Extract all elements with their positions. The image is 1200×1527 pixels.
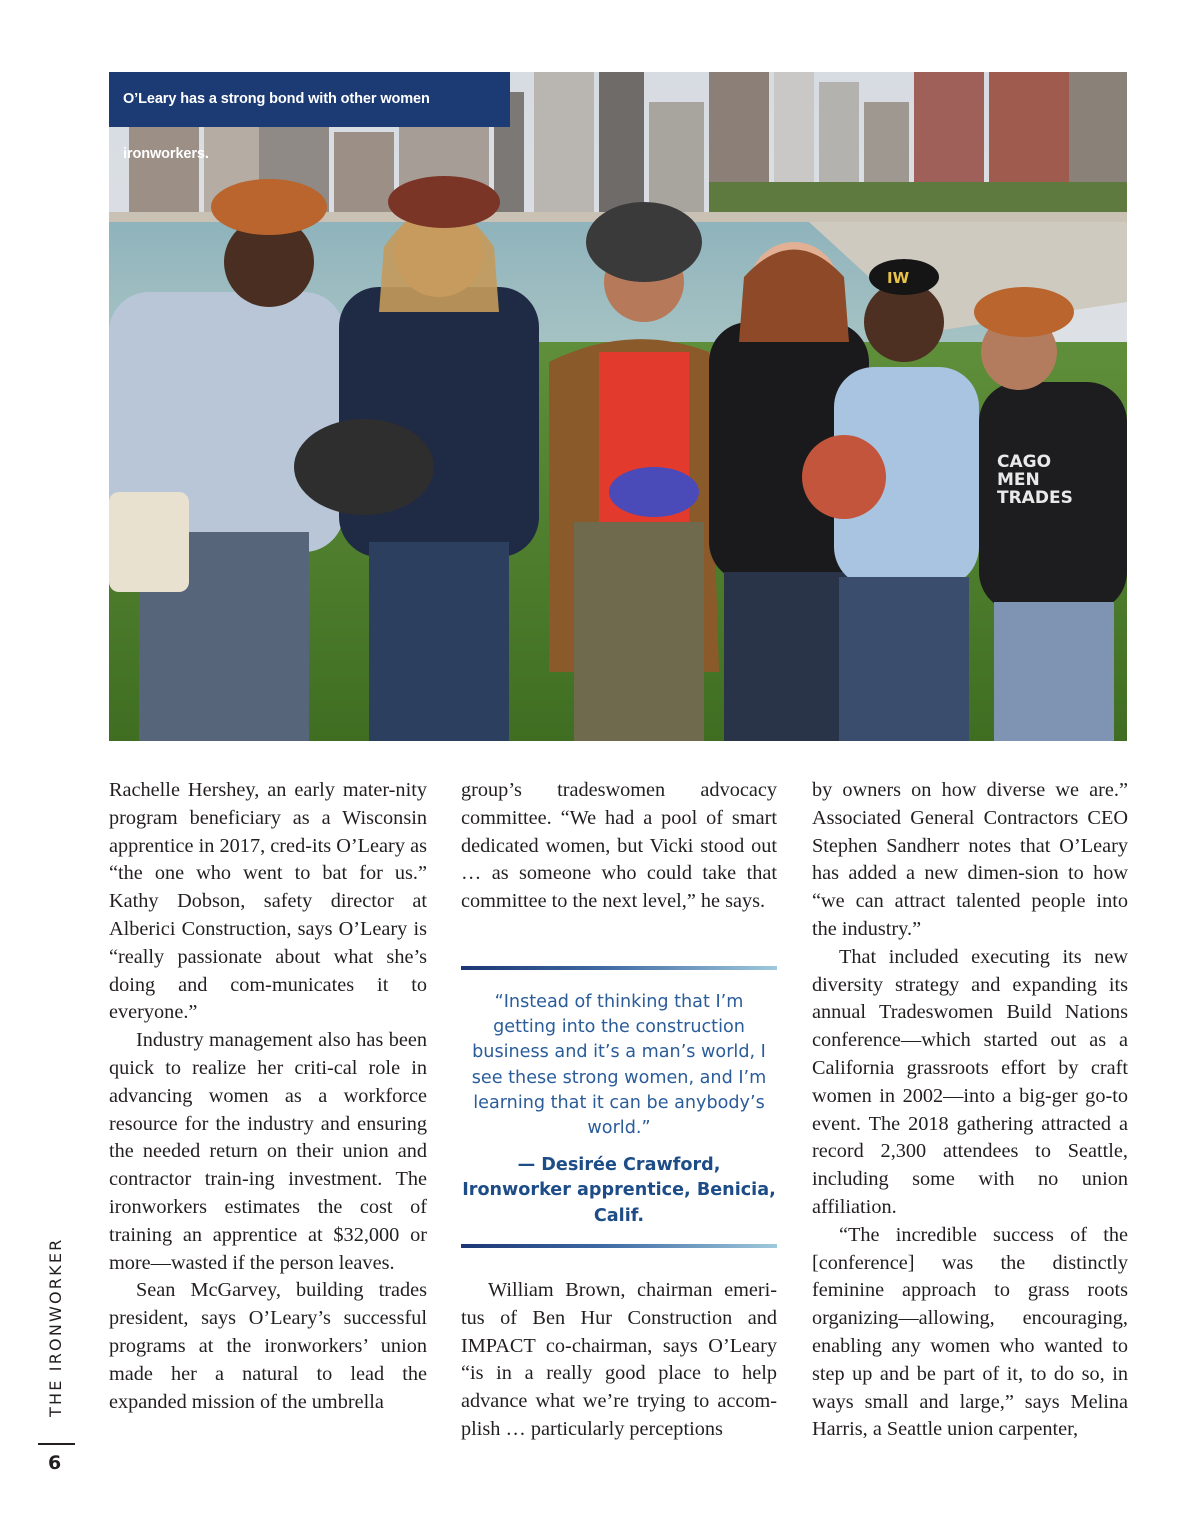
paragraph: Industry management also has been quick to realize her criti-cal role in advancing women as a workforce resource for the industry and ensuring the needed return on their union and contractor train-ing investment. The ironworkers estimates the cost of training an apprentice at $32,000 or more—wasted if the person leaves.	[109, 1029, 427, 1274]
pull-quote-text: “Instead of thinking that I’m getting into the construction business and it’s a man’s world, I see these strong women, and I’m learning that it can be anybody’s world.”	[471, 992, 767, 1139]
shirt-text-line2: MEN	[997, 470, 1040, 490]
cap-logo-text: IW	[887, 269, 910, 287]
paragraph: Sean McGarvey, building trades president, says O’Leary’s successful programs at the ironworkers’ union made her a natural to lead the expanded mission of the umbrella	[109, 1279, 427, 1413]
pull-quote-bottom-rule	[461, 1244, 777, 1248]
page-number: 6	[48, 1452, 62, 1474]
body-column-2	[461, 777, 777, 916]
shirt-text-line3: TRADES	[997, 488, 1073, 508]
paragraph: group’s tradeswomen advocacy committee. “We had a pool of smart dedicated women, but Vicki stood out … as someone who could take that committee to the next level,” he says.	[461, 779, 777, 913]
photo-caption: O’Leary has a strong bond with other women ironworkers.	[109, 72, 510, 127]
body-column-3	[812, 777, 1128, 1444]
pull-quote	[461, 966, 777, 1229]
paragraph: That included executing its new diversity strategy and expanding its annual Tradeswomen Build Nations conference—which started out as a California grassroots effort by craft women in 2002—into a big-ger go-to event. The 2018 gathering attracted a record 2,300 attendees to Seattle, including some with no union affiliation.	[812, 945, 1128, 1218]
pull-quote-top-rule	[461, 966, 777, 970]
paragraph: by owners on how diverse we are.” Associated General Contractors CEO Stephen Sandherr notes that O’Leary has added a new dimen-sion to how “we can attract talented people into the industry.”	[812, 779, 1128, 940]
publication-name: THE IRONWORKER	[46, 1237, 65, 1417]
body-column-1	[109, 777, 427, 1416]
shirt-text-line1: CAGO	[997, 452, 1052, 472]
paragraph: “The incredible success of the [conference] was the distinctly feminine approach to grass roots organizing—allowing, encouraging, enabling any women who wanted to step up and be part of it, to do so, in ways small and large,” says Melina Harris, a Seattle union carpenter,	[812, 1223, 1128, 1441]
folio-divider	[38, 1443, 75, 1445]
paragraph: William Brown, chairman emeri-tus of Ben Hur Construction and IMPACT co-chairman, says O’Leary “is in a really good place to help advance what we’re trying to accom-plish … particularly perceptions	[461, 1279, 777, 1440]
group-photo-illustration	[109, 72, 1127, 741]
pull-quote-attribution: — Desirée Crawford, Ironworker apprentice, Benicia, Calif.	[462, 1155, 776, 1226]
paragraph: Rachelle Hershey, an early mater-nity program beneficiary as a Wisconsin apprentice in 2017, cred-its O’Leary as “the one who went to bat for us.” Kathy Dobson, safety director at Alberici Construction, says O’Leary is “really passionate about what she’s doing and com-municates it to everyone.”	[109, 779, 427, 1024]
body-column-2-continued	[461, 1277, 777, 1444]
feature-photo	[109, 72, 1127, 741]
